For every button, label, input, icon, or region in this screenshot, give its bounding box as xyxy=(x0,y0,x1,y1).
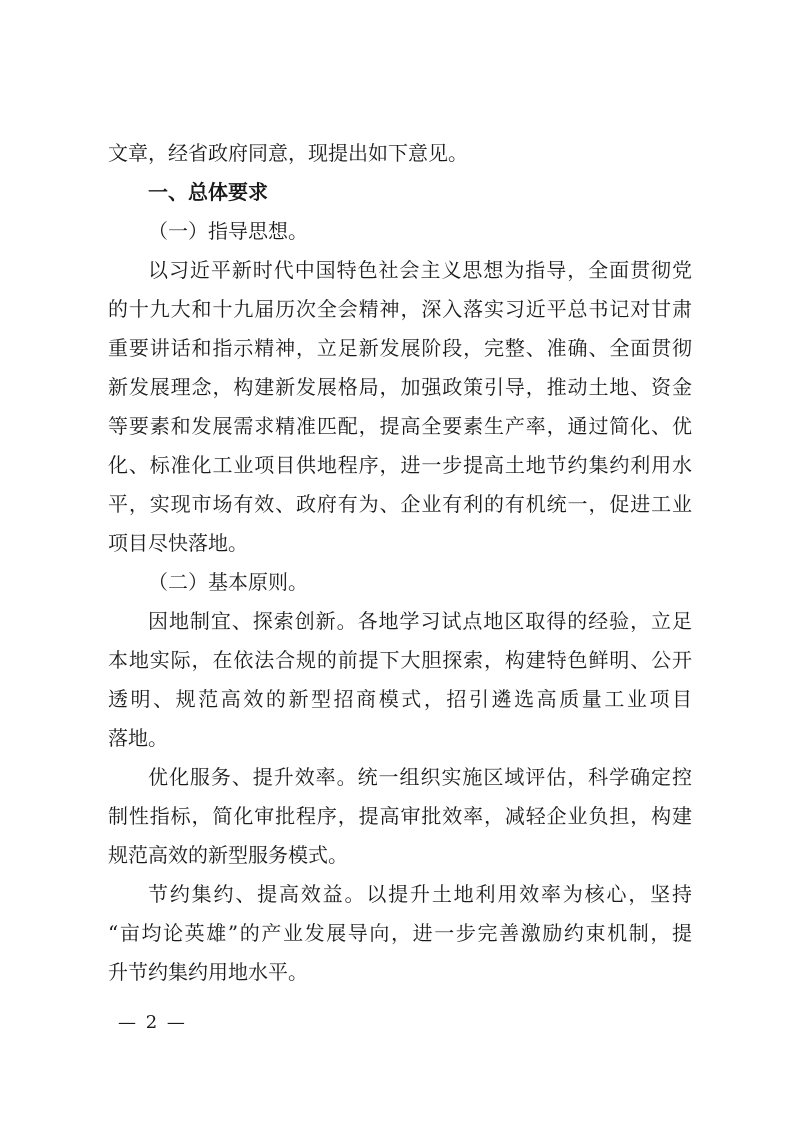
page-number: — 2 — xyxy=(118,1012,187,1033)
paragraph-line: 重要讲话和指示精神，立足新发展阶段，完整、准确、全面贯彻 xyxy=(108,336,692,360)
paragraph-line: 规范高效的新型服务模式。 xyxy=(108,843,348,867)
subsection-heading: （一）指导思想。 xyxy=(148,219,308,243)
subsection-heading: （二）基本原则。 xyxy=(148,570,308,594)
paragraph-line: 化、标准化工业项目供地程序，进一步提高土地节约集约利用水 xyxy=(108,453,692,477)
paragraph-line: 以习近平新时代中国特色社会主义思想为指导，全面贯彻党 xyxy=(148,258,692,282)
paragraph-line: 因地制宜、探索创新。各地学习试点地区取得的经验，立足 xyxy=(148,609,692,633)
paragraph-line: 项目尽快落地。 xyxy=(108,531,248,555)
paragraph-line: 优化服务、提升效率。统一组织实施区域评估，科学确定控 xyxy=(148,765,692,789)
paragraph-line: “亩均论英雄”的产业发展导向，进一步完善激励约束机制，提 xyxy=(108,921,692,945)
body-text xyxy=(108,134,692,992)
paragraph-line: 透明、规范高效的新型招商模式，招引遴选高质量工业项目 xyxy=(108,687,692,711)
paragraph-line: 新发展理念，构建新发展格局，加强政策引导，推动土地、资金 xyxy=(108,375,692,399)
paragraph-line: 节约集约、提高效益。以提升土地利用效率为核心，坚持 xyxy=(148,882,692,906)
paragraph-line: 等要素和发展需求精准匹配，提高全要素生产率，通过简化、优 xyxy=(108,414,692,438)
section-heading: 一、总体要求 xyxy=(148,180,268,204)
paragraph-line: 平，实现市场有效、政府有为、企业有利的有机统一，促进工业 xyxy=(108,492,692,516)
paragraph-line: 落地。 xyxy=(108,726,168,750)
paragraph-line: 的十九大和十九届历次全会精神，深入落实习近平总书记对甘肃 xyxy=(108,297,692,321)
paragraph-line: 升节约集约用地水平。 xyxy=(108,960,308,984)
paragraph-line: 制性指标，简化审批程序，提高审批效率，减轻企业负担，构建 xyxy=(108,804,692,828)
paragraph-line: 文章，经省政府同意，现提出如下意见。 xyxy=(108,141,468,165)
paragraph-line: 本地实际，在依法合规的前提下大胆探索，构建特色鲜明、公开 xyxy=(108,648,692,672)
